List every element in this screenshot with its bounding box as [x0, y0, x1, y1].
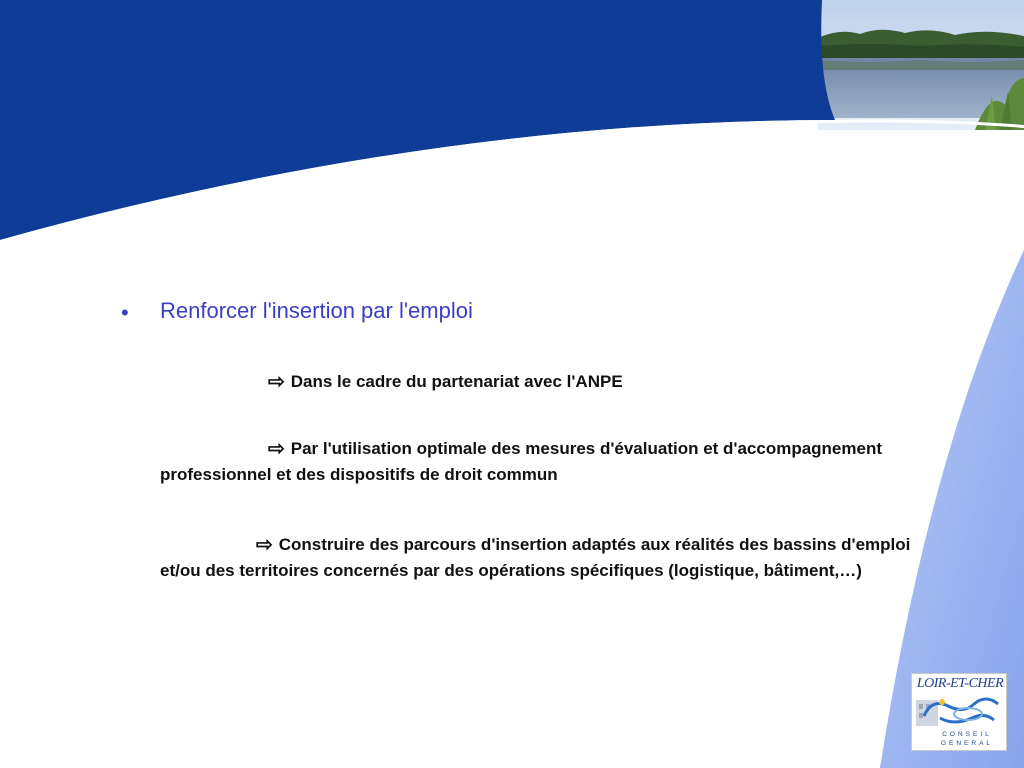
lake-photo [818, 0, 1024, 130]
dark-blue-band [0, 0, 835, 240]
list-item-text: Construire des parcours d'insertion adaptés aux réalités des bassins d'emploi et/ou des territoires concernés par des opérations spécifiques (logistique, bâtiment,…) [160, 535, 911, 580]
logo-title: LOIR-ET-CHER [916, 676, 1004, 691]
list-item [160, 436, 920, 487]
slide-title: Renforcer l'insertion par l'emploi [160, 298, 473, 323]
logo-line2: GENERAL [940, 740, 994, 747]
arrow-right-icon: ⇨ [268, 438, 285, 460]
list-item-text: Dans le cadre du partenariat avec l'ANPE [290, 372, 623, 391]
list-item [160, 532, 920, 583]
list-item [160, 369, 920, 395]
logo-line1: CONSEIL [942, 731, 992, 738]
arrow-right-icon: ⇨ [268, 371, 285, 393]
river-emblem-icon [914, 692, 1004, 728]
arrow-right-icon: ⇨ [256, 534, 273, 556]
title-bullet: • [121, 300, 129, 325]
list-item-text: Par l'utilisation optimale des mesures d'évaluation et d'accompagnement professionnel et des dispositifs de droit commun [160, 439, 882, 484]
loir-et-cher-logo [911, 673, 1007, 751]
